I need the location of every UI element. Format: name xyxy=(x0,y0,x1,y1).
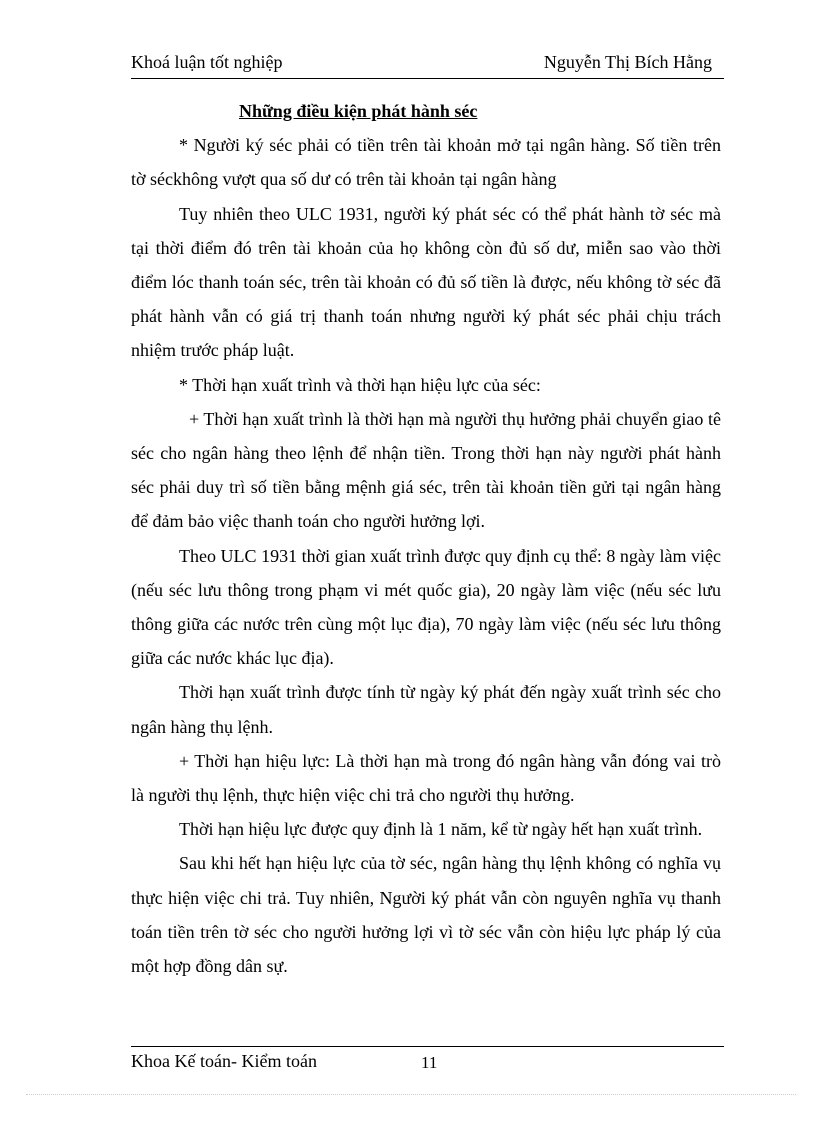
paragraph: Thời hạn hiệu lực được quy định là 1 năm, kể từ ngày hết hạn xuất trình. xyxy=(179,819,703,840)
main-content xyxy=(131,94,721,983)
paragraph: + Thời hạn xuất trình là thời hạn mà người thụ hưởng phải chuyển giao tê séc cho ngân hàng theo lệnh để nhận tiền. Trong thời hạn này người phát hành séc phải duy trì số tiền bằng mệnh giá séc, trên tài khoản tiền gửi tại ngân hàng để đảm bảo việc thanh toán cho người hưởng lợi. xyxy=(131,408,721,532)
page-header xyxy=(131,50,724,79)
header-author-name: Nguyễn Thị Bích Hằng xyxy=(543,52,712,72)
footer-department: Khoa Kế toán- Kiểm toán xyxy=(131,1051,317,1071)
paragraph: Theo ULC 1931 thời gian xuất trình được quy định cụ thể: 8 ngày làm việc (nếu séc lưu thông trong phạm vi mét quốc gia), 20 ngày làm việc (nếu séc lưu thông giữa các nước trên cùng một lục địa), 70 ngày làm việc (nếu séc lưu thông giữa các nước khác lục địa). xyxy=(131,545,721,669)
header-thesis-label: Khoá luận tốt nghiệp xyxy=(131,52,283,72)
section-title: Những điều kiện phát hành séc xyxy=(239,101,478,121)
paragraph: Tuy nhiên theo ULC 1931, người ký phát séc có thể phát hành tờ séc mà tại thời điểm đó trên tài khoản của họ không còn đủ số dư, miễn sao vào thời điểm lóc thanh toán séc, trên tài khoản có đủ số tiền là được, nếu không tờ séc đã phát hành vẫn có giá trị thanh toán nhưng người ký phát séc phải chịu trách nhiệm trước pháp luật. xyxy=(131,203,721,361)
paragraph: Thời hạn xuất trình được tính từ ngày ký phát đến ngày xuất trình séc cho ngân hàng thụ lệnh. xyxy=(131,682,721,737)
page-bottom-divider xyxy=(26,1094,796,1095)
paragraph: Sau khi hết hạn hiệu lực của tờ séc, ngân hàng thụ lệnh không có nghĩa vụ thực hiện việc chi trả. Tuy nhiên, Người ký phát vẫn còn nguyên nghĩa vụ thanh toán tiền trên tờ séc cho người hưởng lợi vì tờ séc vẫn còn hiệu lực pháp lý của một hợp đồng dân sự. xyxy=(131,853,721,977)
page-number: 11 xyxy=(421,1053,438,1072)
paragraph: * Người ký séc phải có tiền trên tài khoản mở tại ngân hàng. Số tiền trên tờ séckhông vượt qua số dư có trên tài khoản tại ngân hàng xyxy=(131,135,721,190)
page-footer xyxy=(131,1046,724,1077)
paragraph: * Thời hạn xuất trình và thời hạn hiệu lực của séc: xyxy=(179,374,541,395)
paragraph: + Thời hạn hiệu lực: Là thời hạn mà trong đó ngân hàng vẫn đóng vai trò là người thụ lệnh, thực hiện việc chi trả cho người thụ hưởng. xyxy=(131,750,721,806)
